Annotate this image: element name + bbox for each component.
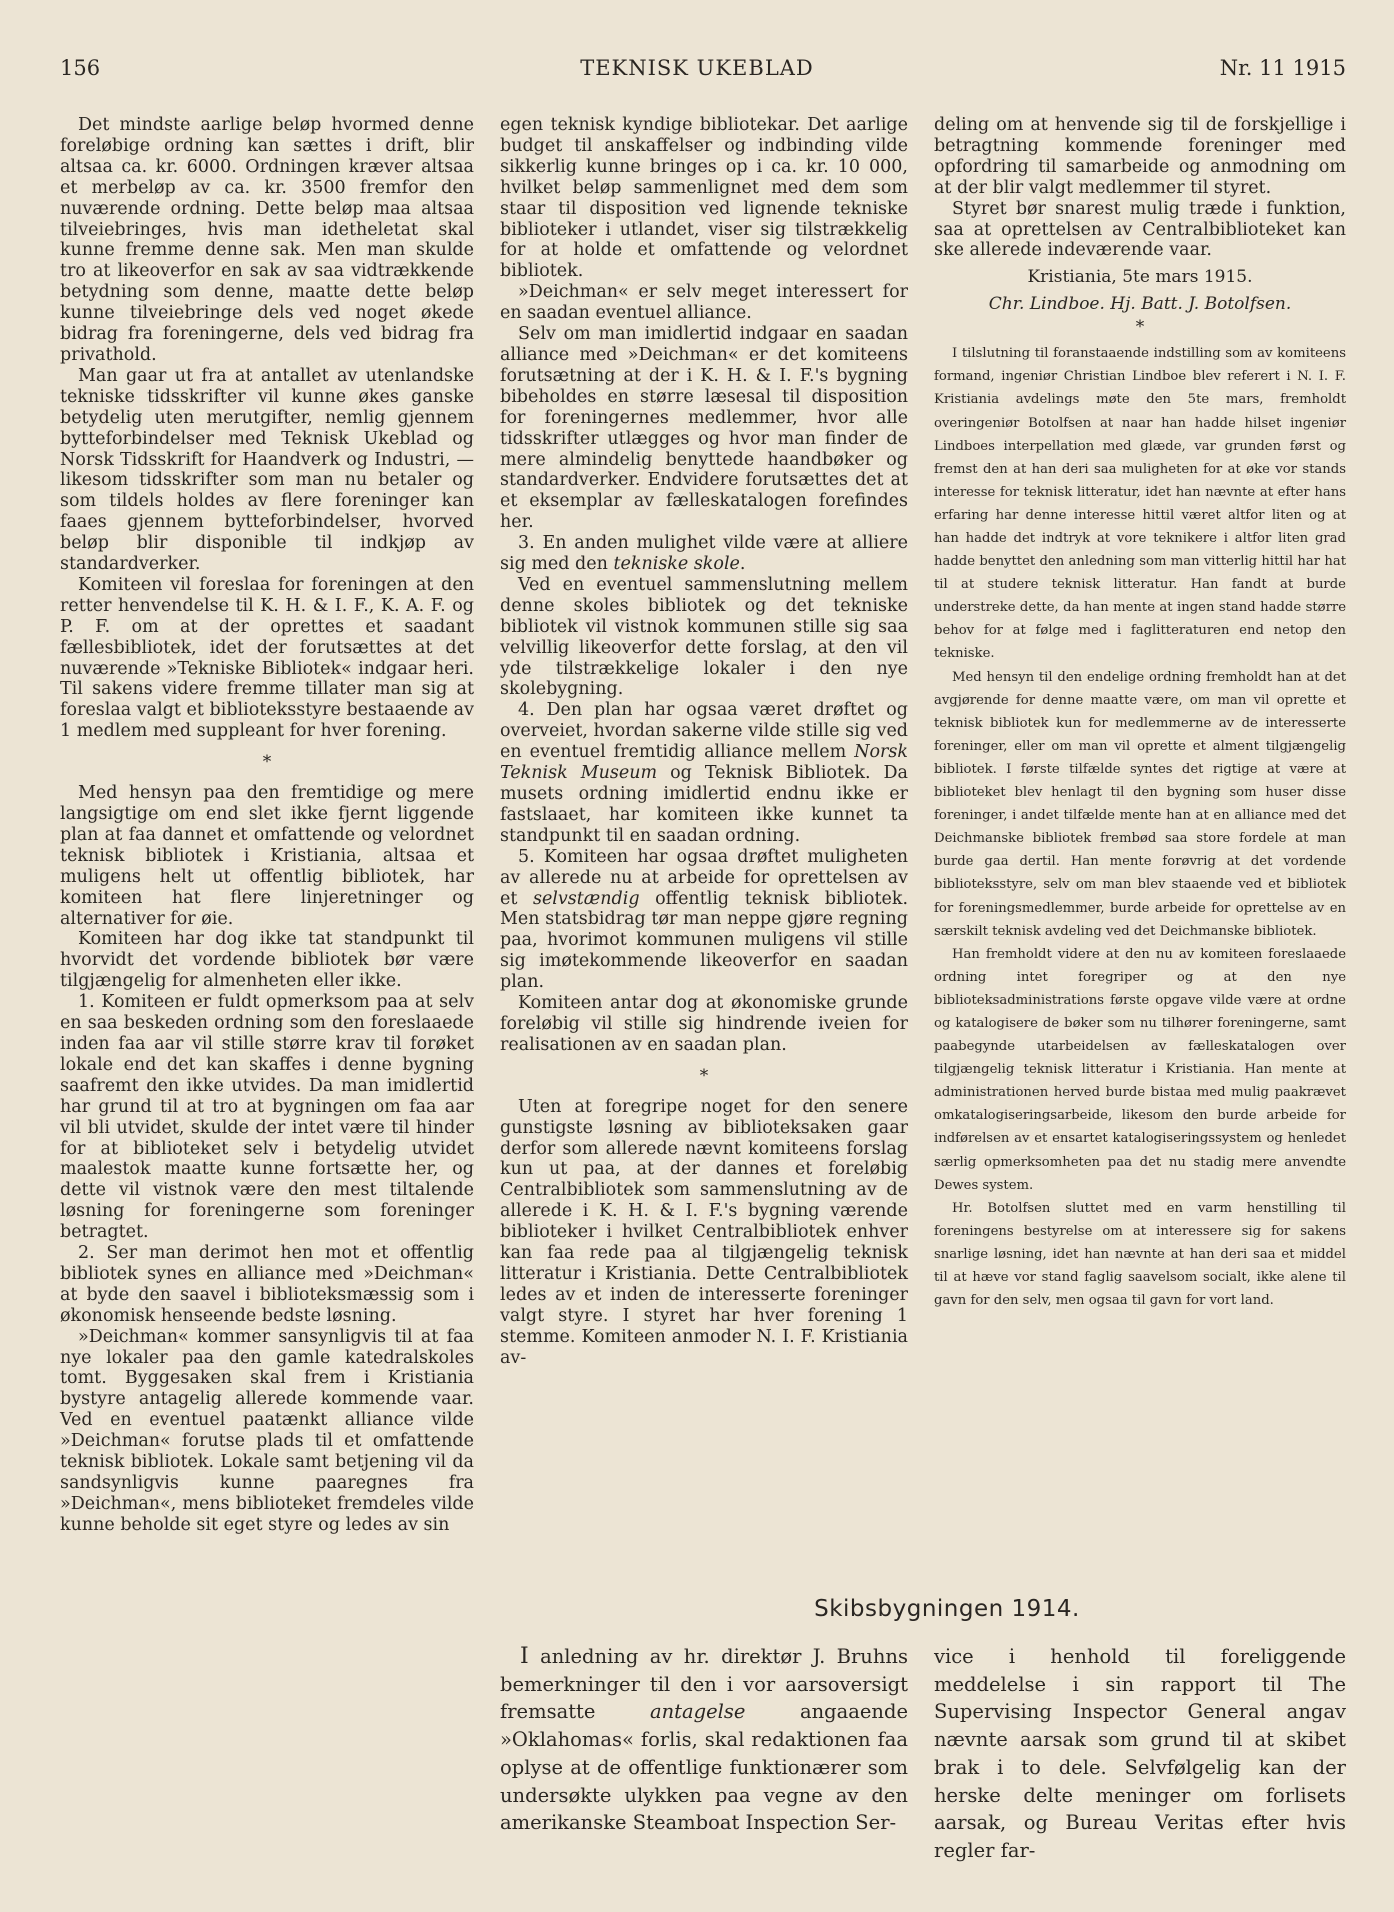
column-2	[500, 115, 908, 1368]
column-1	[60, 115, 474, 1536]
paragraph: Det mindste aarlige beløp hvormed denne foreløbige ordning kan sættes i drift, blir altsaa ca. kr. 6000. Ordningen kræver altsaa et merbeløp av ca. kr. 3500 fremfor den nuværende ordning. Dette beløp maa altsaa tilveiebringes, hvis man idetheletat skal kunne fremme denne sak. Men man skulde tro at likeoverfor en sak av saa vidtrækkende betydning som denne, maatte dette beløp kunne tilveiebringe dels ved noget økede bidrag fra foreningerne, dels ved bidrag fra privathold.	[60, 115, 474, 365]
paragraph: I tilslutning til foranstaaende indstilling som av komiteens formand, ingeniør Christian Lindboe blev referert i N. I. F. Kristiania avdelings møte den 5te mars, fremholdt overingeniør Botolfsen at naar han hadde hilset ingeniør Lindboes interpellation med glæde, var grunden først og fremst den at han deri saa muligheten for at øke vor stands interesse for teknisk litteratur, idet han nævnte at efter hans erfaring har denne interesse hittil været altfor liten og at han hadde det indtryk at vore teknikere i altfor liten grad hadde benyttet den anledning som man vitterlig hittil har hat til at studere teknisk litteratur. Han fandt at burde understreke dette, da han mente at ingen stand hadde større behov for at følge med i faglitteraturen end netop den tekniske.	[934, 346, 1346, 662]
paragraph: Uten at foregripe noget for den senere gunstigste løsning av biblioteksaken gaar derfor som allerede nævnt komiteens forslag kun ut paa, at der dannes et foreløbig Centralbibliotek som sammenslutning av de allerede i K. H. & I. F.'s bygning værende biblioteker i hvilket Centralbibliotek enhver kan faa rede paa al tilgjængelig teknisk litteratur i Kristiania. Dette Centralbibliotek ledes av et inden de interesserte foreninger valgt styre. I styret har hver forening 1 stemme. Komiteen anmoder N. I. F. Kristiania av-	[500, 1096, 908, 1368]
paragraph: Komiteen vil foreslaa for foreningen at den retter henvendelse til K. H. & I. F., K. A. F. og P. F. om at der oprettes et saadant fællesbibliotek, idet der forutsættes at det nuværende »Tekniske Bibliotek« indgaar heri. Til sakens videre fremme tillater man sig at foreslaa valgt et biblioteksstyre bestaaende av 1 medlem med suppleant for hver forening.	[60, 574, 474, 742]
section-separator: *	[1135, 317, 1145, 338]
page-header	[0, 56, 1394, 86]
paragraph: vice i henhold til foreliggende meddelelse i sin rapport til The Supervising Inspector General angav nævnte aarsak som grund til at skibet brak i to dele. Selvfølgelig kan der herske delte meninger om forlisets aarsak, og Bureau Veritas efter hvis regler far-	[934, 1645, 1346, 1862]
paragraph: Med hensyn til den endelige ordning fremholdt han at det avgjørende for denne maatte være, om man vil oprette et teknisk bibliotek kun for medlemmerne av de interesserte foreninger, eller om man vil oprette et alment tilgjængelig bibliotek. I første tilfælde syntes det rigtige at være at biblioteket blev henlagt til den bygning som huser disse foreninger, i andet tilfælde mente han at en alliance med det Deichmanske bibliotek frembød saa store fordele at man burde gaa dertil. Han mente forøvrig at det vordende biblioteksstyre, selv om man blev staaende ved et bibliotek for foreningsmedlemmer, burde arbeide for oprettelse av en særskilt teknisk avdeling ved det Deichmanske bibliotek.	[934, 669, 1346, 939]
paragraph: 5. Komiteen har ogsaa drøftet muligheten av allerede nu at arbeide for oprettelsen av et selvstændig offentlig teknisk bibliotek. Men statsbidrag tør man neppe gjøre regning paa, hvorimot kommunen muligens vil stille sig imøtekommende likeoverfor en saadan plan.	[500, 846, 909, 993]
paragraph: Komiteen har dog ikke tat standpunkt til hvorvidt det vordende bibliotek bør være tilgjængelig for almenheten eller ikke.	[60, 929, 474, 992]
paragraph: Styret bør snarest mulig træde i funktion, saa at oprettelsen av Centralbiblioteket kan ske allerede indeværende vaar.	[934, 198, 1346, 261]
emphasis: tekniske skole	[613, 554, 740, 575]
section-separator: *	[699, 1065, 709, 1086]
issue-number: Nr. 11 1915	[1219, 56, 1346, 80]
paragraph: egen teknisk kyndige bibliotekar. Det aarlige budget til anskaffelser og indbinding vilde sikkerlig kunne bringes op i ca. kr. 10 000, hvilket beløp sammenlignet med dem som staar til disposition ved lignende tekniske biblioteker i utlandet, viser sig tilstrækkelig for at holde et omfattende og velordnet bibliotek.	[500, 115, 908, 282]
paragraph: Komiteen antar dog at økonomiske grunde foreløbig vil stille sig hindrende iveien for realisationen av en saadan plan.	[500, 993, 908, 1055]
emphasis: Norsk Teknisk Museum	[500, 742, 908, 784]
paragraph: 2. Ser man derimot hen mot et offentlig bibliotek synes en alliance med »Deichman« at byde den saavel i biblioteksmæssig som i økonomisk henseende bedste løsning.	[60, 1243, 474, 1326]
signatures: Chr. Lindboe. Hj. Batt. J. Botolfsen.	[988, 294, 1292, 315]
paragraph: Han fremholdt videre at den nu av komiteen foreslaaede ordning intet foregriper og at den nye biblioteksadministrations første opgave vilde være at ordne og katalogisere de bøker som nu tilhører foreningerne, samt paabegynde utarbeidelsen av fælleskatalogen over tilgjængelig teknisk litteratur i Kristiania. Han mente at administrationen herved burde bistaa med mulig paakrævet omkatalogiseringsarbeide, likesom den burde arbeide for indførelsen av et ensartet katalogiseringssystem og henledet særlig opmerksomheten paa det nu stadig mere anvendte Dewes system.	[934, 946, 1346, 1193]
emphasis: antagelse	[649, 1700, 746, 1724]
page-number: 156	[60, 56, 101, 80]
paragraph: I anledning av hr. direktør J. Bruhns bemerkninger til den i vor aarsoversigt fremsatte antagelse angaaende »Oklahomas« forlis, skal redaktionen faa oplyse at de offentlige funktionærer som undersøkte ulykken paa vegne av den amerikanske Steamboat Inspection Ser-	[500, 1644, 908, 1835]
journal-title: TEKNISK UKEBLAD	[580, 56, 814, 80]
paragraph: Med hensyn paa den fremtidige og mere langsigtige om end slet ikke fjernt liggende plan at faa dannet et omfattende og velordnet teknisk bibliotek i Kristiania, altsaa et muligens helt ut offentlig bibliotek, har komiteen hat flere linjeretninger og alternativer for øie.	[60, 783, 474, 929]
paragraph: Selv om man imidlertid indgaar en saadan alliance med »Deichman« er det komiteens forutsætning at der i K. H. & I. F.'s bygning bibeholdes en større læsesal til disposition for foreningernes medlemmer, hvor alle tidsskrifter utlægges og hvor man finder de mere almindelig benyttede haandbøker og standardverker. Endvidere forutsættes det at et eksemplar av fælleskatalogen forefindes her.	[500, 324, 908, 533]
paragraph: 4. Den plan har ogsaa været drøftet og overveiet, hvordan sakerne vilde stille sig ved en eventuel fremtidig alliance mellem Norsk Teknisk Museum og Teknisk Bibliotek. Da musets ordning imidlertid endnu ikke er fastslaaet, har komiteen ikke kunnet ta standpunkt til en saadan ordning.	[500, 700, 908, 846]
paragraph: »Deichman« kommer sansynligvis til at faa nye lokaler paa den gamle katedralskoles tomt. Byggesaken skal frem i Kristiania bystyre antagelig allerede kommende vaar. Ved en eventuel paatænkt alliance vilde »Deichman« forutse plads til et omfattende teknisk bibliotek. Lokale samt betjening vil da sandsynligvis kunne paaregnes fra »Deichman«, mens biblioteket fremdeles vilde kunne beholde sit eget styre og ledes av sin	[60, 1326, 474, 1535]
paragraph: Man gaar ut fra at antallet av utenlandske tekniske tidsskrifter vil kunne økes ganske betydelig uten merutgifter, nemlig gjennem bytteforbindelser med Teknisk Ukeblad og Norsk Tidsskrift for Haandverk og Industri, — likesom tidsskrifter som man nu betaler og som tildels holdes av flere foreninger kan faaes gjennem bytteforbindelser, hvorved beløp blir disponible til indkjøp av standardverker.	[60, 365, 474, 575]
emphasis: selvstændig	[532, 888, 640, 909]
paragraph: Ved en eventuel sammenslutning mellem denne skoles bibliotek og det tekniske bibliotek vil vistnok kommunen stille sig saa velvillig likeoverfor dette forslag, at den vil yde tilstrækkelige lokaler i den nye skolebygning.	[500, 574, 908, 700]
article-title: Skibsbygningen 1914.	[814, 1596, 1080, 1622]
place-date: Kristiania, 5te mars 1915.	[1027, 267, 1253, 288]
paragraph: deling om at henvende sig til de forskjellige i betragtning kommende foreninger med opfordring til samarbeide og anmodning om at der blir valgt medlemmer til styret.	[934, 115, 1346, 198]
paragraph: 3. En anden mulighet vilde være at alliere sig med den tekniske skole.	[500, 533, 908, 575]
paragraph: 1. Komiteen er fuldt opmerksom paa at selv en saa beskeden ordning som den foreslaaede inden faa aar vil stille større krav til forøket lokale end det kan skaffes i denne bygning saafremt den ikke utvides. Da man imidlertid har grund til at tro at bygningen om faa aar vil bli utvidet, skulde der intet være til hinder for at biblioteket selv i betydelig utvidet maalestok maatte kunne fortsætte her, og dette vil vistnok være den mest tiltalende løsning for foreningerne som foreninger betragtet.	[60, 992, 474, 1243]
column-3	[934, 115, 1346, 1312]
paragraph: »Deichman« er selv meget interessert for en saadan eventuel alliance.	[500, 282, 908, 324]
article-column-right	[934, 1643, 1346, 1865]
paragraph: Hr. Botolfsen sluttet med en varm henstilling til foreningens bestyrelse om at interessere sig for sakens snarlige løsning, idet han nævnte at han deri saa et middel til at hæve vor stand faglig saavelsom socialt, ikke alene til gavn for den selv, men ogsaa til gavn for vort land.	[934, 1200, 1346, 1309]
article-column-left	[500, 1643, 908, 1837]
section-separator: *	[262, 752, 272, 773]
